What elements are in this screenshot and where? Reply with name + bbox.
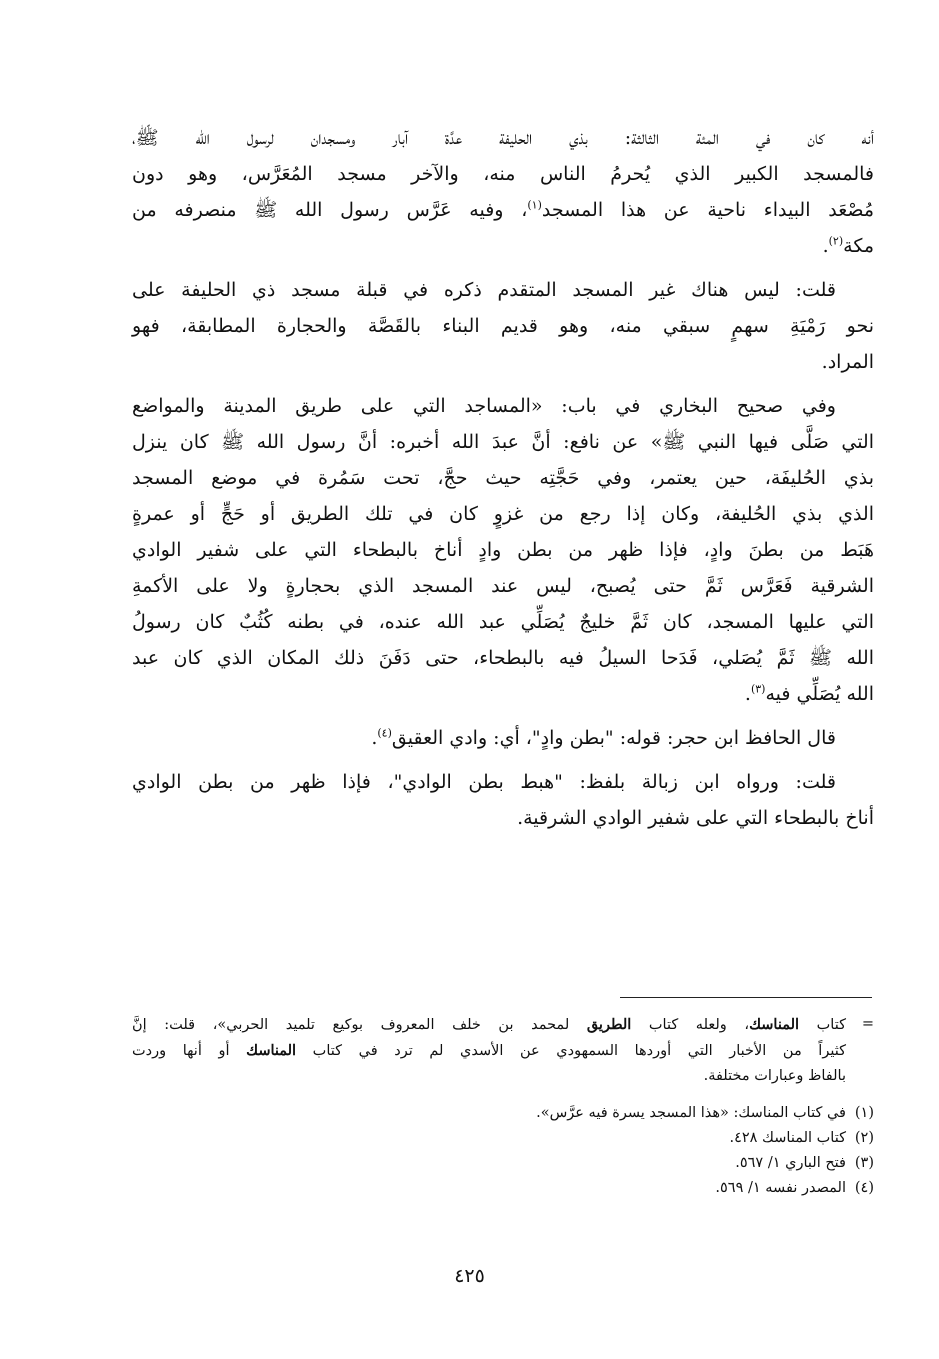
text-segment: . (822, 235, 829, 257)
book-title: الطريق (586, 1016, 632, 1033)
text-line: بذي الحُليفَة، حين يعتمر، وفي حَجَّتِه حيث حجَّ، تحت سَمُرة في موضع المسجد (132, 467, 874, 489)
text-line (132, 192, 874, 228)
paragraph-2 (132, 272, 874, 380)
book-title: المناسك (246, 1042, 297, 1059)
text-segment: مكة (843, 235, 874, 257)
text-line (132, 228, 874, 264)
text-segment: الله يُصَلِّي فيه (765, 683, 874, 705)
footnote-text: فتح الباري ١/ ٥٦٧. (735, 1155, 846, 1171)
text-segment: لمحمد بن خلف المعروف بوكيع تلميد الحربي»، قلت: إنَّ (132, 1017, 587, 1033)
footnote-line (132, 1038, 846, 1064)
footnote-continuation (132, 1012, 874, 1089)
footnote-mark: (٢) (854, 1130, 874, 1146)
paragraph-3 (132, 388, 874, 712)
text-line: أنه كان في المئة الثالثة: بذي الحليفة عدَّة آبار ومسجدان لرسول الله ﷺ، (132, 127, 874, 149)
footnote-1 (132, 1101, 874, 1126)
text-line: قلت: ليس هناك غير المسجد المتقدم ذكره في قبلة مسجد ذي الحليفة على (132, 279, 836, 301)
page-number: ٤٢٥ (454, 1265, 485, 1287)
footnote-ref-1[interactable]: (١) (527, 198, 542, 212)
text-line: نحو رَمْيَةِ سهمٍ سبقي منه، وهو قديم البناء بالقَصَّة والحجارة المطابقة، فهو (132, 315, 874, 337)
book-title: المناسك (749, 1016, 800, 1033)
text-line (132, 720, 874, 756)
paragraph-4 (132, 720, 874, 756)
footnote-ref-3[interactable]: (٣) (750, 682, 766, 696)
text-segment: . (744, 683, 751, 705)
main-text (132, 120, 874, 844)
text-line: هَبَط من بطنَ وادٍ، فإذا ظهر من بطن وادٍ أناخ بالبطحاء التي على شفير الوادي (132, 539, 874, 561)
text-line: الشرقية فَعَرَّس ثَمَّ حتى يُصبح، ليس عند المسجد الذي بحجارةٍ ولا على الأكمةِ (132, 575, 874, 597)
footnote-mark: (٣) (854, 1155, 874, 1171)
text-line: الذي بذي الحُليفة، وكان إذا رجع من غزوٍ كان في تلك الطريق أو حَجٍّ أو عمرةٍ (132, 503, 874, 525)
text-segment: ، ولعله كتاب (631, 1017, 750, 1033)
footnote-separator (620, 997, 872, 998)
footnote-text (132, 1012, 846, 1089)
text-line: الله ﷺ ثَمَّ يُصَلي، فَدَحا السيلُ فيه بالبطحاء، حتى دَفَنَ ذلك المكان الذي كان عبد (132, 647, 874, 669)
footnote-4 (132, 1176, 874, 1201)
footnote-text: المصدر نفسه ١/ ٥٦٩. (715, 1180, 846, 1196)
text-segment: . (371, 727, 378, 749)
text-segment: أو أنها وردت (132, 1043, 247, 1059)
text-line: فالمسجد الكبير الذي يُحرمُ الناس منه، والآخر مسجد المُعَرَّس، وهو دون (132, 163, 874, 185)
paragraph-5 (132, 764, 874, 836)
footnote-text: في كتاب المناسك: «هذا المسجد يسرة فيه عرَّس». (536, 1105, 846, 1121)
text-line: التي صَلَّى فيها النبي ﷺ» عن نافع: أنَّ عبدَ الله أخبره: أنَّ رسول الله ﷺ كان ينزل (132, 431, 874, 453)
footnote-text: كتاب المناسك ٤٢٨. (729, 1130, 846, 1146)
footnote-line: بالفاظ وعبارات مختلفة. (703, 1068, 846, 1084)
text-segment: كثيراً من الأخبار التي أوردها السمهودي عن الأسدي لم ترد في كتاب (296, 1043, 846, 1059)
text-line: أناخ بالبطحاء التي على شفير الوادي الشرقية. (517, 807, 874, 829)
text-segment: قال الحافظ ابن حجر: قوله: "بطن وادٍ"، أي: وادي العقيق (391, 727, 836, 749)
footnote-mark: (٤) (854, 1180, 874, 1196)
footnote-ref-2[interactable]: (٢) (828, 234, 844, 248)
footnote-3 (132, 1151, 874, 1176)
footnote-ref-4[interactable]: (٤) (377, 726, 392, 740)
text-line: التي عليها المسجد، كان ثَمَّ خليجٌ يُصَلِّي عبد الله عنده، في بطنه كُثُبٌ كان رسولُ (132, 611, 874, 633)
footnote-line (132, 1012, 846, 1038)
text-line (132, 676, 874, 712)
text-line: المراد. (821, 351, 874, 373)
text-segment: كتاب (799, 1017, 846, 1033)
footnotes (132, 1012, 874, 1201)
text-segment: مُصْعَد البيداء ناحية عن هذا المسجد (541, 199, 875, 221)
text-segment: ، وفيه عَرَّس رسول الله ﷺ منصرفه من (132, 199, 528, 221)
continuation-mark: = (861, 1016, 874, 1032)
paragraph-1 (132, 120, 874, 264)
footnote-mark: (١) (854, 1105, 874, 1121)
text-line: قلت: ورواه ابن زبالة بلفظ: "هبط بطن الوادي"، فإذا ظهر من بطن الوادي (132, 771, 836, 793)
text-line: وفي صحيح البخاري في باب: «المساجد التي على طريق المدينة والمواضع (132, 395, 836, 417)
footnote-2 (132, 1126, 874, 1151)
